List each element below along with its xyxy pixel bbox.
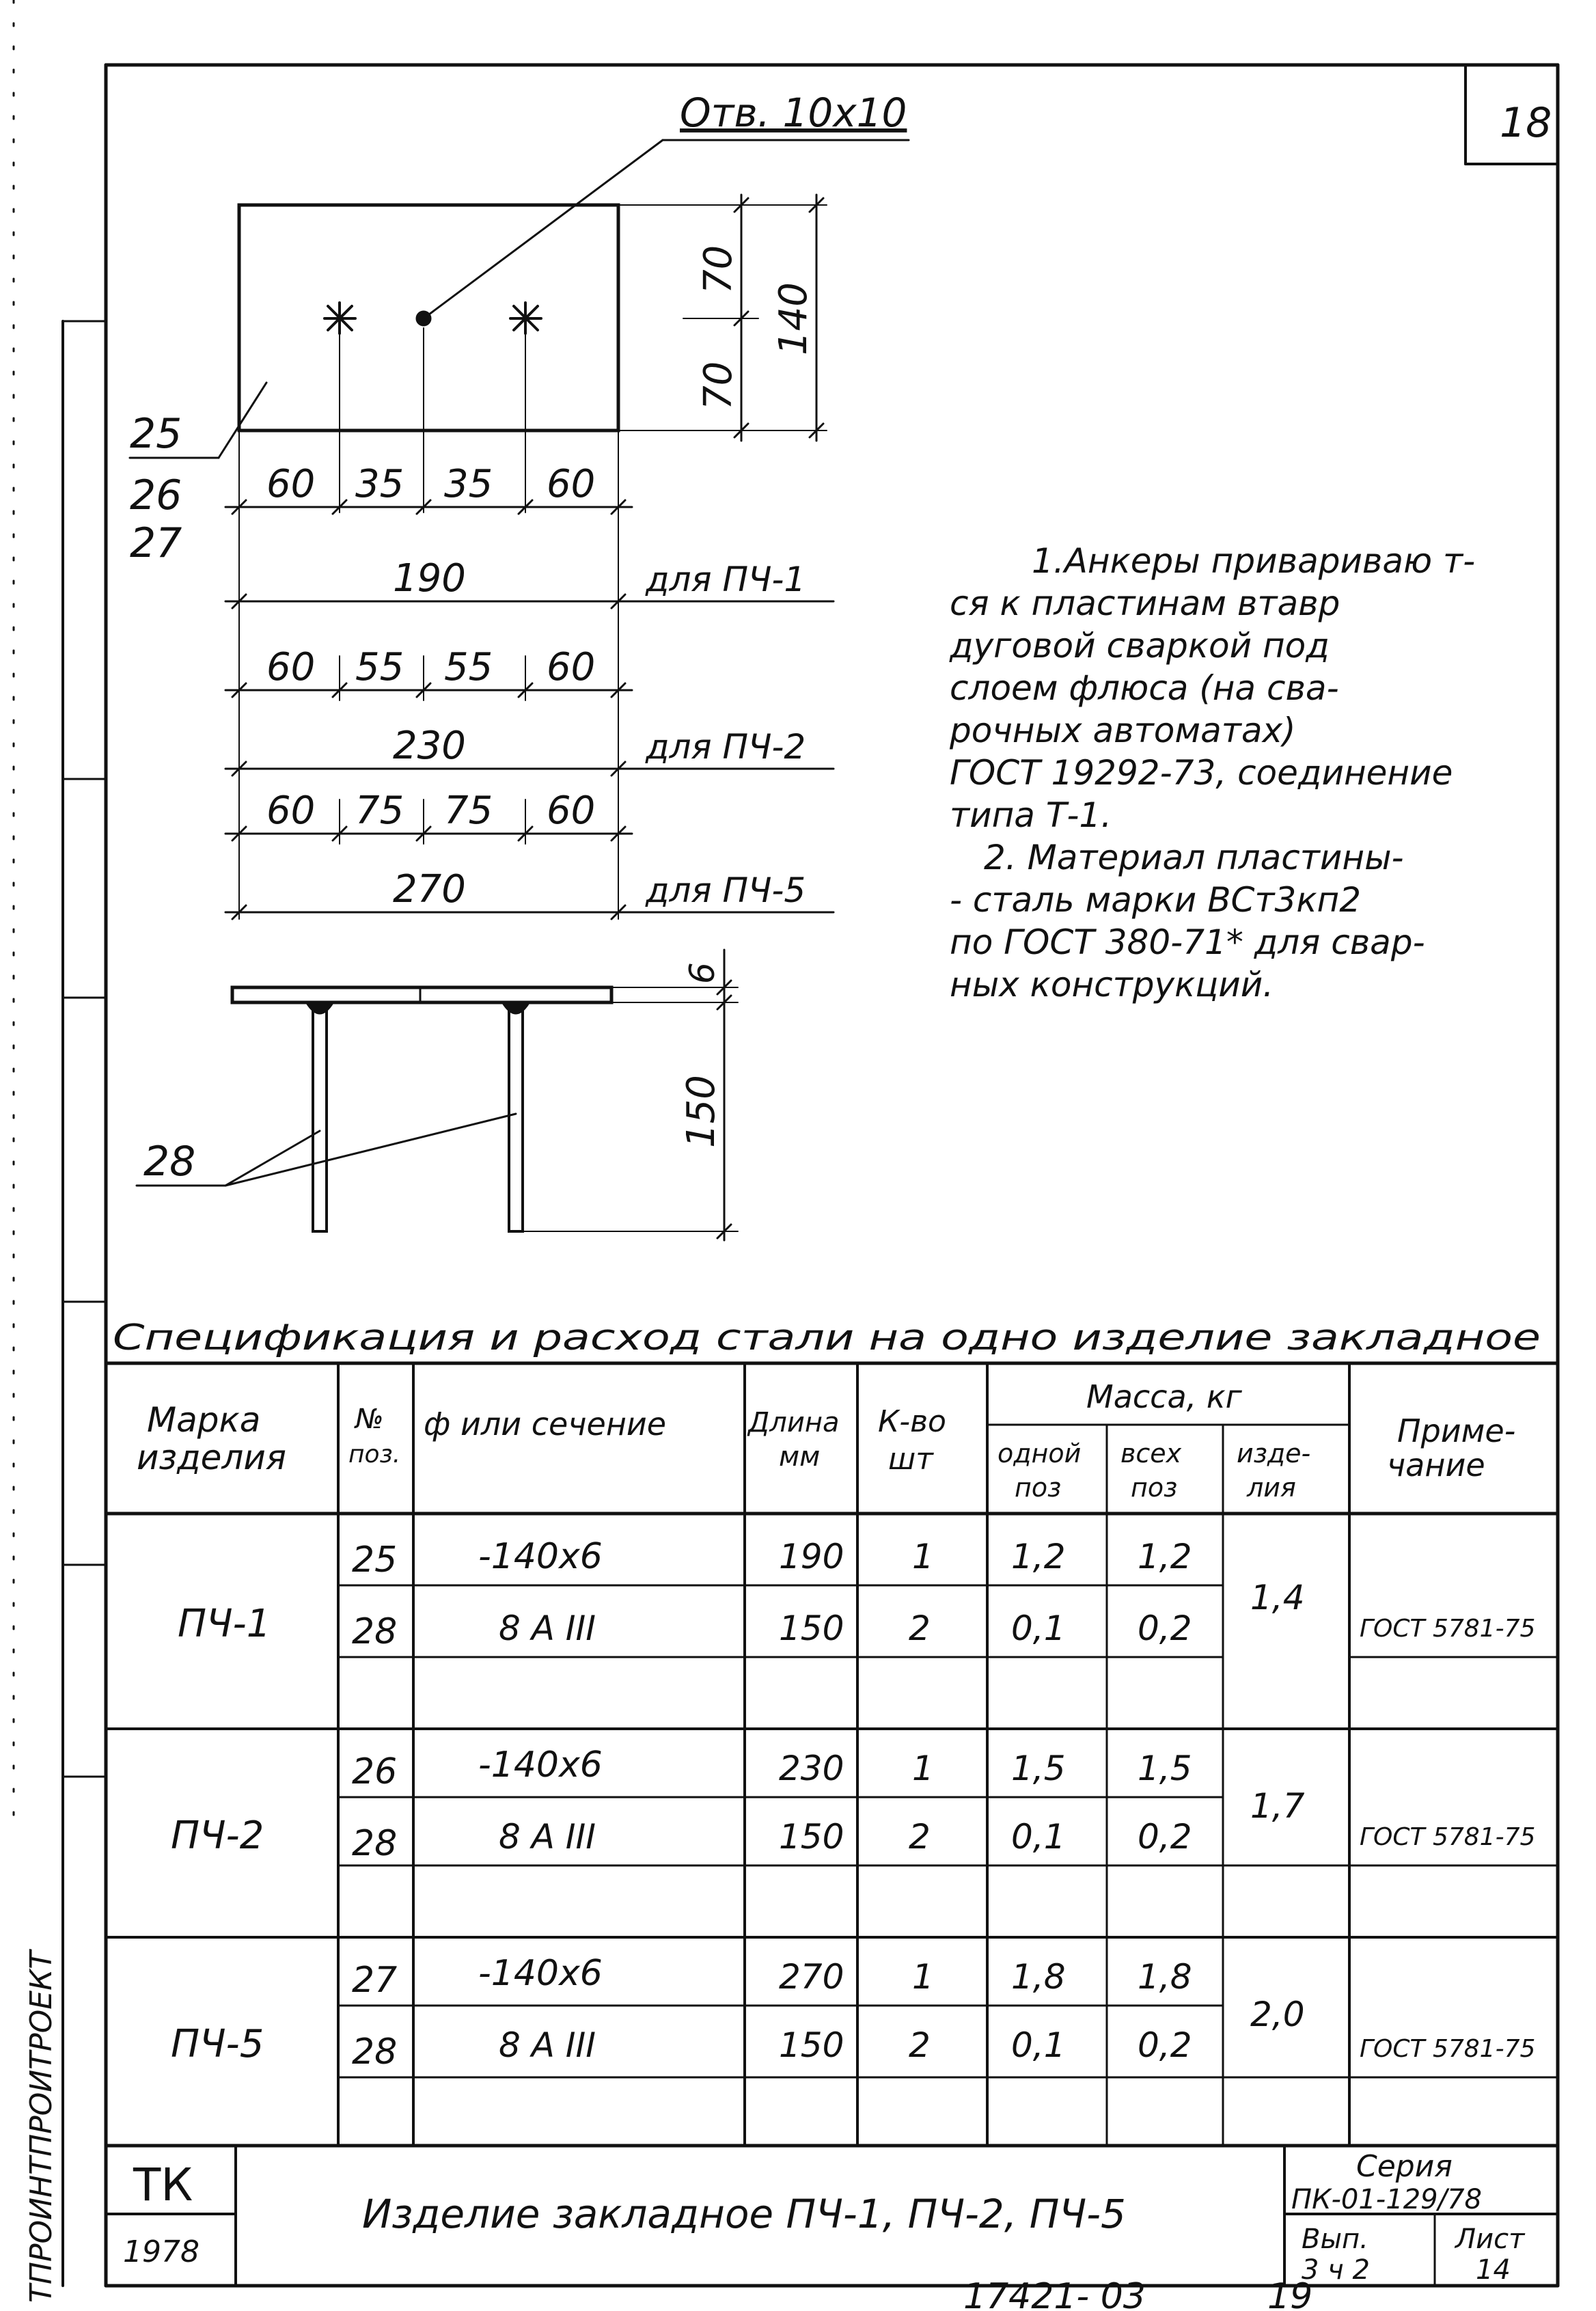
position-label: 28 [143,1138,196,1186]
item-mass-cell: 2,0 [1250,1995,1305,2034]
anchor-mark [325,303,355,333]
pos-cell: 26 [352,1751,398,1792]
header-note: Приме- [1397,1412,1516,1449]
org-code: ТК [133,2159,193,2211]
header-mass-one: одной [998,1438,1082,1468]
position-label: 25 [130,410,182,458]
header-qty: К-во [878,1404,946,1439]
mass-one-cell: 0,1 [1011,1609,1066,1648]
length-cell: 190 [779,1537,844,1576]
header-mass-one: поз [1015,1473,1062,1503]
note-line: слоем флюса (на сва- [950,668,1339,708]
segment-label: 60 [266,789,316,833]
qty-cell: 1 [912,1537,934,1576]
weld-mark [502,1002,529,1014]
total-label: 270 [393,867,466,912]
issue-value: 3 ч 2 [1302,2254,1370,2286]
mass-one-cell: 0,1 [1011,1817,1066,1857]
segment-label: 55 [444,645,493,689]
mass-all-cell: 0,2 [1138,1817,1192,1857]
length-cell: 150 [779,2025,844,2065]
header-mass: Масса, кг [1086,1378,1242,1415]
anchor-rod [313,1002,327,1231]
variant-label: для ПЧ-1 [646,560,806,599]
qty-cell: 2 [909,2025,931,2065]
note-line: ных конструкций. [950,965,1274,1004]
header-mass-item: лия [1247,1473,1296,1503]
plate-side [232,987,611,1002]
qty-cell: 2 [909,1817,931,1857]
sheet-label: Лист [1455,2224,1525,2255]
segment-label: 60 [266,462,316,506]
length-cell: 230 [779,1749,844,1788]
mark-cell: ПЧ-2 [171,1814,264,1858]
segment-label: 60 [266,645,316,689]
note-line: дуговой сваркой под [950,626,1330,666]
header-pos: поз. [348,1440,401,1468]
series-value: ПК-01-129/78 [1291,2184,1482,2215]
total-label: 190 [393,556,466,601]
section-cell: -140х6 [478,1953,603,1994]
variant-label: для ПЧ-2 [646,727,806,767]
note-line: - сталь марки ВСт3кп2 [950,880,1362,920]
section-cell: 8 А III [499,2025,596,2065]
header-section: ф или сечение [424,1406,667,1442]
anchor-mark [510,303,541,333]
qty-cell: 1 [912,1957,934,1997]
dim-label: 6 [683,962,722,984]
mass-all-cell: 1,2 [1138,1537,1192,1576]
pos-cell: 28 [352,2032,398,2073]
mass-all-cell: 0,2 [1138,1609,1192,1648]
pos-leader [225,1114,516,1186]
segment-label: 60 [547,789,596,833]
note-cell: ГОСТ 5781-75 [1360,1615,1536,1643]
segment-label: 75 [444,789,493,833]
mass-one-cell: 1,2 [1011,1537,1066,1576]
anchor-rod [509,1002,523,1231]
archive-page: 19 [1267,2276,1313,2311]
header-note: чание [1387,1447,1485,1483]
section-cell: 8 А III [499,1609,596,1648]
pos-leader [225,1131,320,1186]
length-cell: 150 [779,1609,844,1648]
note-line: по ГОСТ 380-71* для свар- [950,922,1425,962]
technical-notes [950,540,1565,1006]
dim-label: 150 [679,1075,724,1148]
note-line: ГОСТ 19292-73, соединение [950,753,1453,793]
item-mass-cell: 1,7 [1250,1786,1305,1826]
archive-number: 17421- 03 [963,2276,1146,2311]
spec-title: Спецификация и расход стали на одно изделие закладное [113,1317,1541,1358]
header-length: Длина [748,1407,840,1438]
series-label: Серия [1356,2149,1453,2184]
pos-cell: 28 [352,1823,398,1864]
sheet-value: 14 [1476,2254,1511,2286]
position-label: 26 [130,471,182,519]
header-mark: Марка [147,1400,261,1440]
section-cell: -140х6 [478,1536,603,1577]
item-mass-cell: 1,4 [1250,1578,1305,1617]
variant-label: для ПЧ-5 [646,871,806,910]
pos-cell: 28 [352,1611,398,1652]
section-cell: 8 А III [499,1817,596,1857]
length-cell: 270 [779,1957,844,1997]
length-cell: 150 [779,1817,844,1857]
header-mass-item: изде- [1237,1438,1311,1468]
weld-mark [306,1002,333,1014]
qty-cell: 2 [909,1609,931,1648]
segment-label: 55 [355,645,404,689]
total-label: 230 [393,724,466,768]
note-line: ся к пластинам втавр [950,584,1340,623]
mass-one-cell: 1,8 [1011,1957,1066,1997]
note-line: типа Т-1. [950,795,1112,835]
pos-cell: 27 [352,1960,398,2001]
drawing-title: Изделие закладное ПЧ-1, ПЧ-2, ПЧ-5 [362,2191,1126,2237]
header-mass-all: всех [1120,1438,1182,1468]
section-cell: -140х6 [478,1745,603,1786]
header-mark: изделия [137,1438,286,1477]
header-qty: шт [888,1442,933,1477]
side-stamp: ТПРОИНТПРОИТРОЕКТ [24,1950,59,2303]
dim-label: 70 [696,361,741,410]
mass-all-cell: 1,5 [1138,1749,1192,1788]
note-cell: ГОСТ 5781-75 [1360,1823,1536,1851]
note-line: 2. Материал пластины- [984,838,1404,877]
mass-one-cell: 0,1 [1011,2025,1066,2065]
segment-label: 75 [355,789,404,833]
segment-label: 60 [547,462,596,506]
note-line: рочных автоматах) [950,711,1296,750]
dim-label: 70 [696,245,741,294]
note-cell: ГОСТ 5781-75 [1360,2035,1536,2063]
hole-leader [424,140,663,318]
mass-one-cell: 1,5 [1011,1749,1066,1788]
position-label: 27 [130,519,182,567]
pos-cell: 25 [352,1540,398,1581]
header-mass-all: поз [1131,1473,1178,1503]
mark-cell: ПЧ-5 [171,2022,264,2066]
hole-label: Отв. 10х10 [680,90,907,136]
segment-label: 35 [444,462,493,506]
segment-label: 35 [355,462,404,506]
issue-label: Вып. [1302,2224,1368,2255]
year: 1978 [123,2234,200,2269]
segment-label: 60 [547,645,596,689]
mass-all-cell: 0,2 [1138,2025,1192,2065]
header-pos: № [355,1404,384,1435]
pos-leader [219,383,266,458]
dim-label: 140 [771,282,816,355]
header-length: мм [779,1441,821,1473]
qty-cell: 1 [912,1749,934,1788]
note-line: 1.Анкеры привариваю т- [1032,541,1476,581]
mark-cell: ПЧ-1 [178,1602,271,1646]
mass-all-cell: 1,8 [1138,1957,1192,1997]
page-number: 18 [1500,99,1552,147]
